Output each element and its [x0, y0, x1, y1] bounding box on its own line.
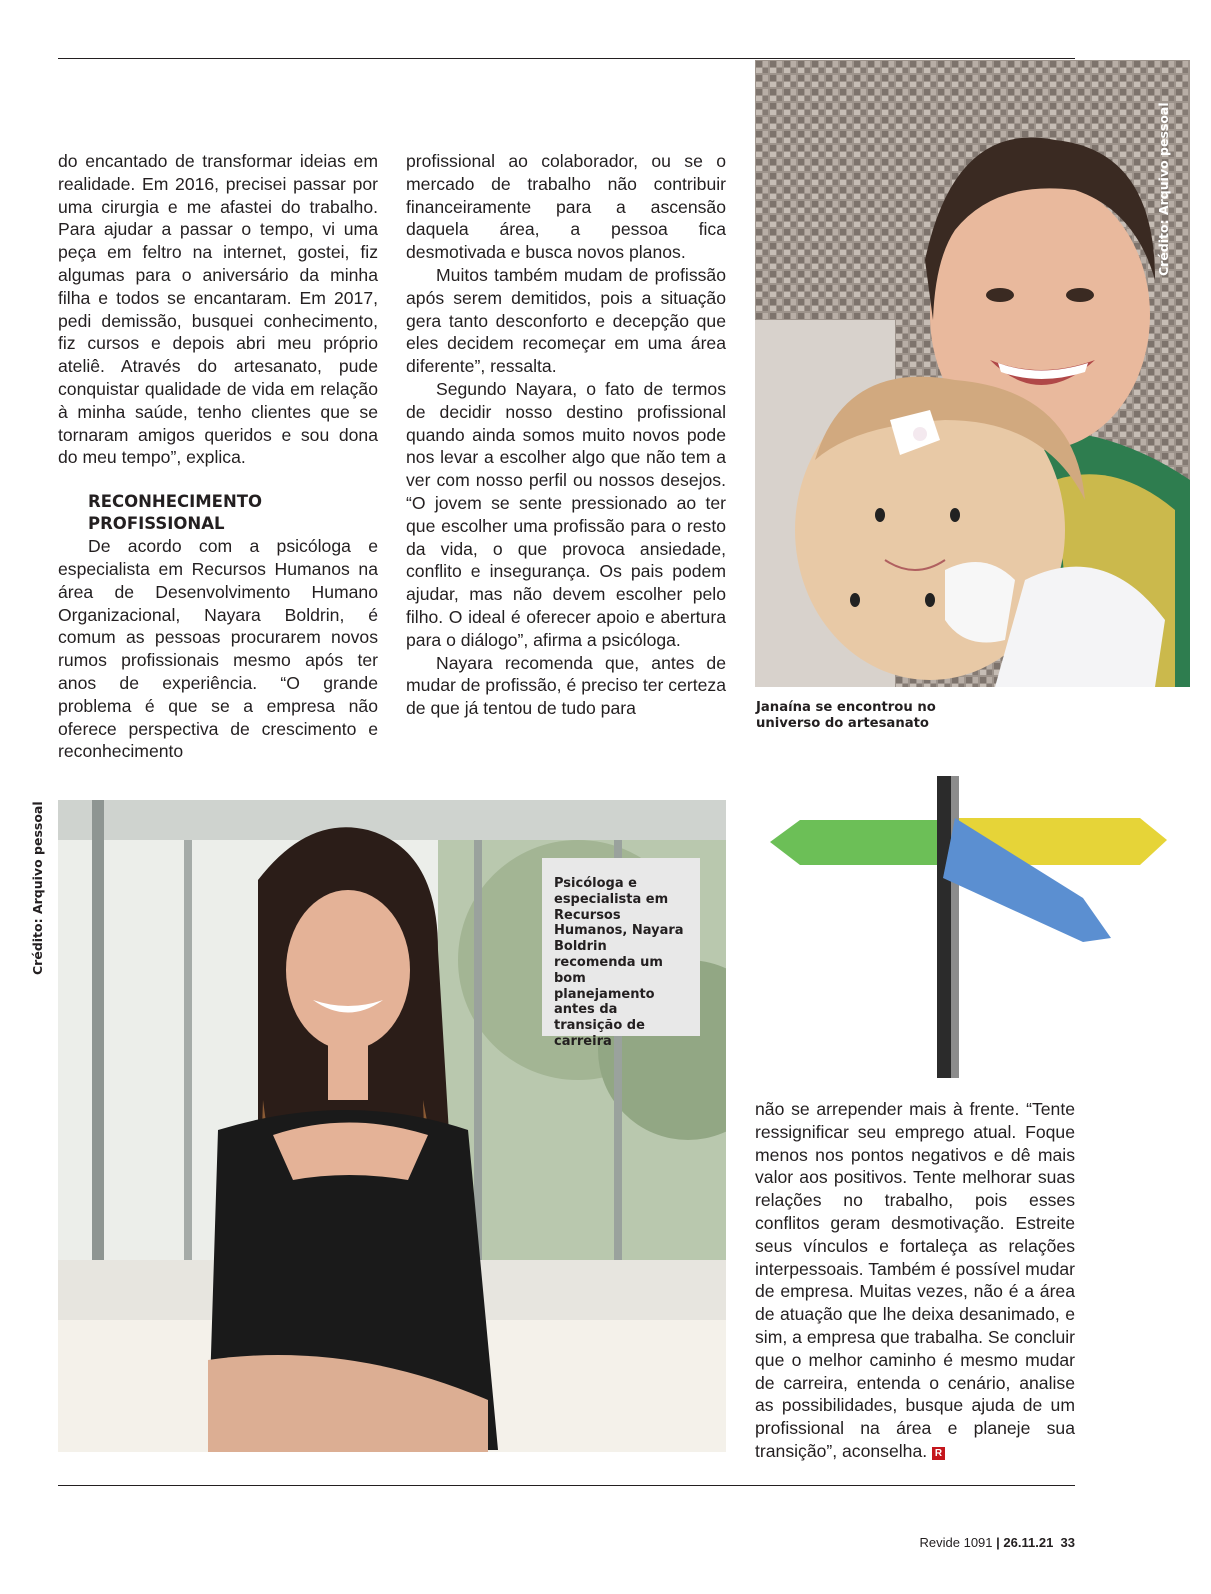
photo-credit: Crédito: Arquivo pessoal	[1156, 102, 1171, 276]
photo-credit: Crédito: Arquivo pessoal	[30, 801, 45, 975]
end-mark-icon: R	[932, 1447, 945, 1460]
photo-callout: Psicóloga e especialista em Recursos Humanos, Nayara Boldrin recomenda um bom planejamento antes da transição de carreira	[542, 858, 700, 1036]
photo-caption	[756, 700, 1016, 732]
footer-date: 26.11.21	[1003, 1535, 1054, 1550]
paragraph: profissional ao colaborador, ou se o mercado de trabalho não contribuir financeiramente para a ascensão daquela área, a pessoa fica desmotivada e busca novos planos.	[406, 151, 726, 263]
signpost-green-arrow	[770, 820, 955, 865]
paragraph	[755, 1098, 1075, 1463]
subhead-line: RECONHECIMENTO	[88, 492, 263, 512]
photo-janaina-illustration	[755, 60, 1190, 687]
paragraph: do encantado de transformar ideias em realidade. Em 2016, precisei passar por uma cirurgia e me afastei do trabalho. Para ajudar a passar o tempo, vi uma peça em feltro na internet, gostei, fiz algumas para o aniversário da minha filha e todos se encantaram. Em 2017, pedi demissão, busquei conhecimento, fiz cursos e depois abri meu próprio ateliê. Através do artesanato, pude conquistar qualidade de vida em relação à minha saúde, tenho clientes que se tornaram amigos queridos e sou dona do meu tempo”, explica.	[58, 151, 378, 468]
article-column-3	[755, 1098, 1075, 1463]
paragraph: Segundo Nayara, o fato de termos de decidir nosso destino profissional quando ainda somos muito novos pode nos levar a escolher algo que não tem a ver com nosso perfil ou nossos desejos. “O jovem se sente pressionado ao ter que escolher uma profissão para o resto da vida, o que provoca ansiedade, conflito e insegurança. Os pais podem ajudar, mas não devem escolher pelo filho. O ideal é oferecer apoio e abertura para o diálogo”, afirma a psicóloga.	[406, 378, 726, 650]
caption-line: universo do artesanato	[756, 716, 929, 731]
top-rule	[58, 58, 1075, 59]
paragraph: Muitos também mudam de profissão após serem demitidos, pois a situação gera tanto desconforto e decepção que eles decidem recomeçar em uma área diferente”, ressalta.	[406, 264, 726, 377]
article-column-1	[58, 150, 378, 763]
photo-janaina	[755, 60, 1190, 687]
caption-line: Janaína se encontrou no	[756, 700, 936, 715]
article-column-2	[406, 150, 726, 720]
paragraph: De acordo com a psicóloga e especialista em Recursos Humanos na área de Desenvolvimento Humano Organizacional, Nayara Boldrin, é comum as pessoas procurarem novos rumos profissionais mesmo após ter anos de experiência. “O grande problema é que se a empresa não oferece perspectiva de crescimento e reconhecimento	[58, 536, 378, 762]
paragraph-text: não se arrepender mais à frente. “Tente ressignificar seu emprego atual. Foque menos nos pontos negativos e dê mais valor aos positivos. Tente melhorar suas relações no trabalho, pois esses conflitos geram desmotivação. Estreite seus vínculos e fortaleça as relações interpessoais. Também é possível mudar de empresa. Muitas vezes, não é a área de atuação que lhe deixa desanimado, e sim, a empresa que trabalha. Se concluir que o melhor caminho é mesmo mudar de carreira, entenda o cenário, analise as possibilidades, busque ajuda de um profissional na área e planeje sua transição”, aconselha.	[755, 1099, 1075, 1461]
subhead-line: PROFISSIONAL	[88, 514, 225, 534]
page-footer	[920, 1535, 1075, 1550]
footer-separator: |	[996, 1535, 1000, 1550]
subhead	[88, 491, 378, 535]
footer-magazine: Revide 1091	[919, 1535, 993, 1550]
paragraph: Nayara recomenda que, antes de mudar de profissão, é preciso ter certeza de que já tentou de tudo para	[406, 652, 726, 719]
signpost-illustration	[765, 770, 1175, 1080]
footer-page-number: 33	[1060, 1535, 1075, 1550]
bottom-rule	[58, 1485, 1075, 1486]
